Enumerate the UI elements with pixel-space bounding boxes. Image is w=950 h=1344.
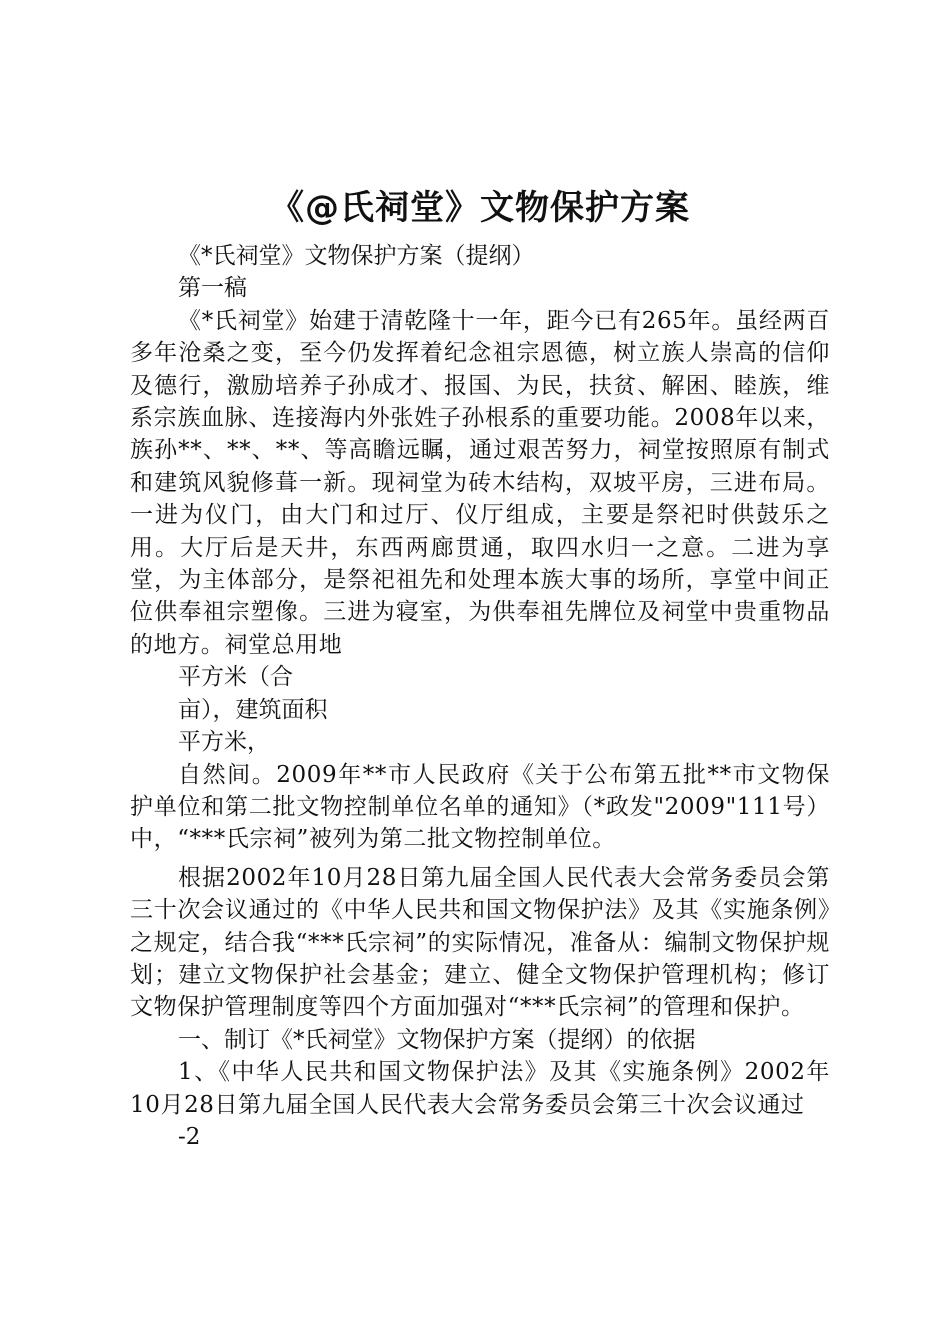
paragraph-plan: 根据2002年10月28日第九届全国人民代表大会常务委员会第三十次会议通过的《中华人民共和国文物保护法》及其《实施条例》之规定，结合我“***氏宗祠”的实际情况，准备从：编制文物保护规划；建立文物保护社会基金；建立、健全文物保护管理机构；修订文物保护管理制度等四个方面加强对“***氏宗祠”的管理和保护。 <box>130 864 830 1021</box>
page-number: -2 <box>178 1123 201 1150</box>
document-title: 《@氏祠堂》文物保护方案 <box>270 188 690 228</box>
area-line-3: 平方米， <box>178 729 270 756</box>
area-line-2: 亩），建筑面积 <box>178 696 328 723</box>
paragraph-basis-1: 1、《中华人民共和国文物保护法》及其《实施条例》2002年10月28日第九届全国人民代表大会常务委员会第三十次会议通过 <box>130 1059 830 1118</box>
paragraph-history: 《*氏祠堂》始建于清乾隆十一年，距今已有265年。虽经两百多年沧桑之变，至今仍发挥着纪念祖宗恩德，树立族人崇高的信仰及德行，激励培养子孙成才、报国、为民，扶贫、解困、睦族，维系宗族血脉、连接海内外张姓子孙根系的重要功能。2008年以来，族孙**、**、**、等高瞻远瞩，通过艰苦努力，祠堂按照原有制式和建筑风貌修葺一新。现祠堂为砖木结构，双坡平房，三进布局。一进为仪门，由大门和过厅、仪厅组成，主要是祭祀时供鼓乐之用。大厅后是天井，东西两廊贯通，取四水归一之意。二进为享堂，为主体部分，是祭祀祖先和处理本族大事的场所，享堂中间正位供奉祖宗塑像。三进为寝室，为供奉祖先牌位及祠堂中贵重物品的地方。祠堂总用地 <box>130 307 830 658</box>
draft-label: 第一稿 <box>178 275 247 302</box>
area-line-1: 平方米（合 <box>178 664 293 691</box>
paragraph-designation: 自然间。2009年**市人民政府《关于公布第五批**市文物保护单位和第二批文物控制单位名单的通知》（*政发"2009"111号）中，“***氏宗祠”被列为第二批文物控制单位。 <box>130 761 830 853</box>
document-subtitle: 《*氏祠堂》文物保护方案（提纲） <box>178 243 535 269</box>
document-page <box>130 178 830 1153</box>
section-heading-1: 一、制订《*氏祠堂》文物保护方案（提纲）的依据 <box>178 1026 696 1053</box>
